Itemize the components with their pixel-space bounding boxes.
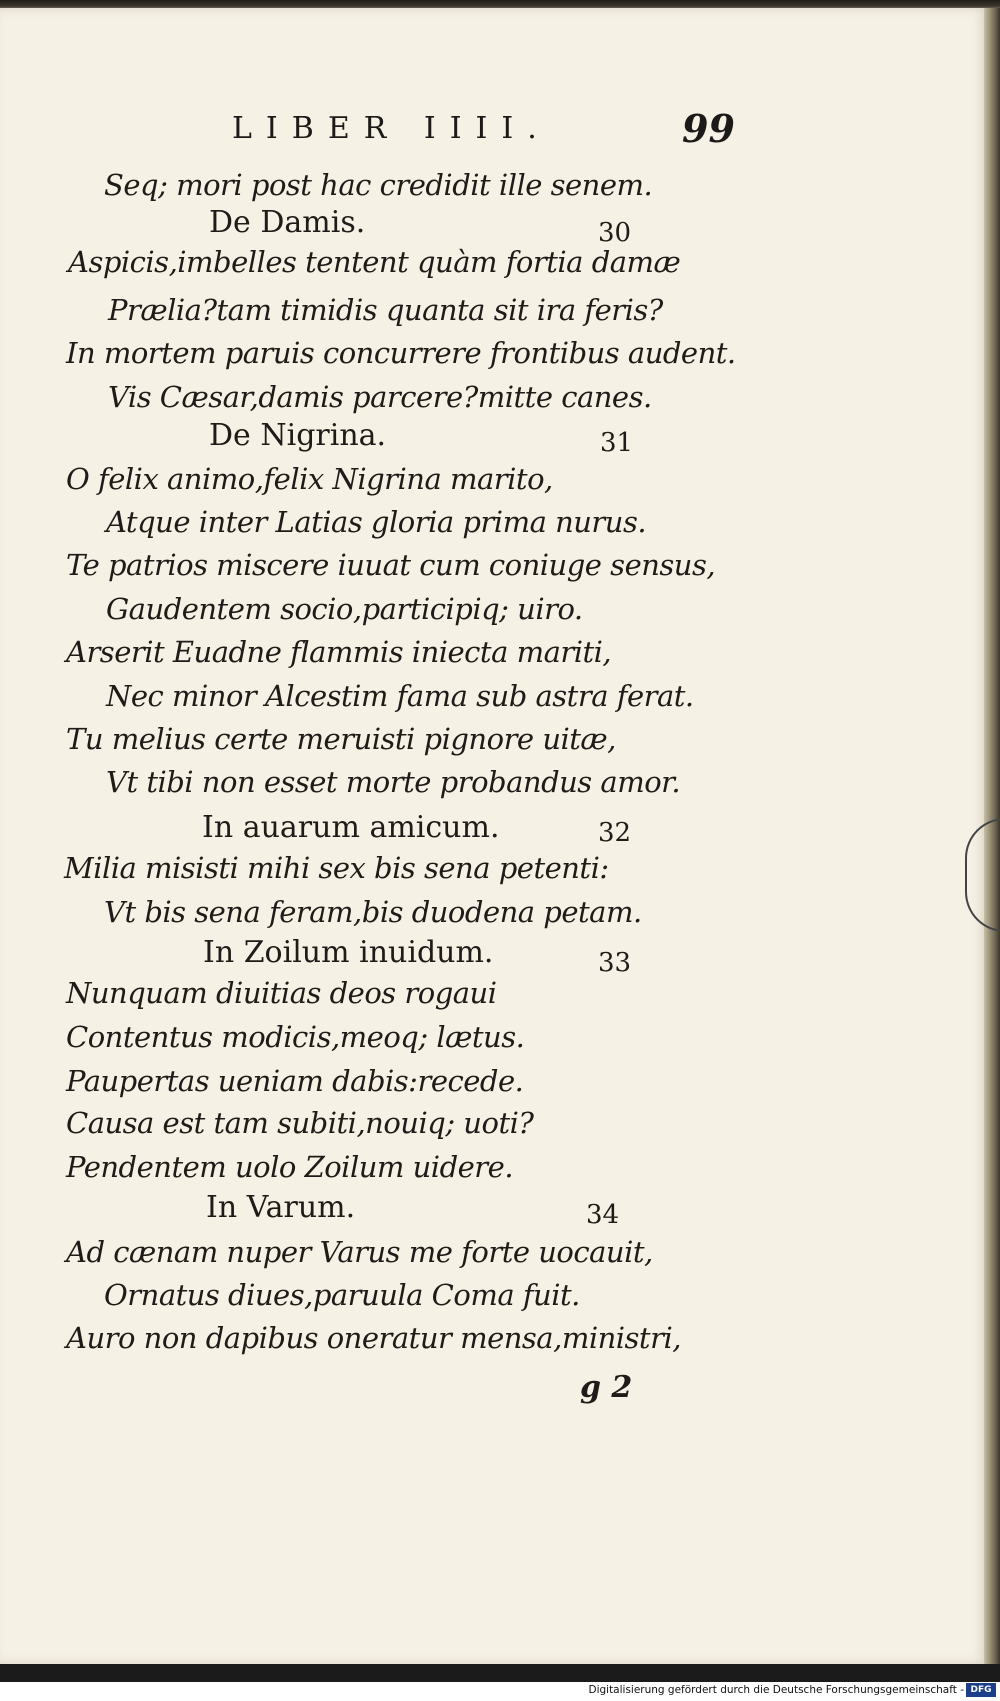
verse-line: O felix animo,felix Nigrina marito,	[66, 462, 553, 496]
epigram-number: 33	[598, 948, 632, 978]
verse-line: Aspicis,imbelles tentent quàm fortia damæ	[68, 245, 681, 279]
verse-line: Ad cænam nuper Varus me forte uocauit,	[66, 1235, 653, 1269]
verse-line: In mortem paruis concurrere frontibus audent.	[66, 336, 736, 370]
signature-mark: g 2	[580, 1370, 633, 1405]
verse-line: Auro non dapibus oneratur mensa,ministri,	[66, 1321, 681, 1355]
verse-line: Vt tibi non esset morte probandus amor.	[106, 765, 681, 799]
epigram-number: 31	[600, 428, 634, 458]
epigram-heading: In Zoilum inuidum.	[203, 935, 494, 970]
page-number: 99	[682, 106, 735, 151]
verse-line: Causa est tam subiti,nouiq; uoti?	[66, 1106, 534, 1140]
verse-line: Ornatus diues,paruula Coma fuit.	[104, 1278, 580, 1312]
epigram-heading: De Nigrina.	[209, 418, 387, 453]
verse-line: Gaudentem socio,participiq; uiro.	[106, 592, 583, 626]
verse-line: Seq; mori post hac credidit ille senem.	[104, 168, 653, 202]
epigram-number: 34	[586, 1200, 620, 1230]
verse-line: Prælia?tam timidis quanta sit ira feris?	[108, 293, 663, 327]
verse-line: Atque inter Latias gloria prima nurus.	[106, 505, 647, 539]
verse-line: Tu melius certe meruisti pignore uitæ,	[66, 722, 616, 756]
footer-bar	[0, 1664, 1000, 1682]
verse-line: Te patrios miscere iuuat cum coniuge sensus,	[66, 548, 716, 582]
verse-line: Vis Cæsar,damis parcere?mitte canes.	[108, 380, 652, 414]
epigram-heading: In Varum.	[206, 1190, 356, 1225]
footer-band	[0, 1664, 1000, 1701]
verse-line: Vt bis sena feram,bis duodena petam.	[104, 895, 642, 929]
verse-line: Pendentem uolo Zoilum uidere.	[66, 1150, 514, 1184]
verse-line: Nec minor Alcestim fama sub astra ferat.	[106, 679, 694, 713]
verse-line: Nunquam diuitias deos rogaui	[66, 976, 497, 1010]
verse-line: Contentus modicis,meoq; lætus.	[66, 1020, 525, 1054]
verse-line: Arserit Euadne flammis iniecta mariti,	[66, 635, 612, 669]
running-head: LIBER IIII.	[232, 111, 551, 146]
verse-line: Milia misisti mihi sex bis sena petenti:	[64, 851, 609, 885]
dfg-logo: DFG	[966, 1683, 996, 1697]
epigram-heading: In auarum amicum.	[202, 810, 500, 845]
verse-line: Paupertas ueniam dabis:recede.	[66, 1064, 524, 1098]
digitization-credit: Digitalisierung gefördert durch die Deutsche Forschungsgemeinschaft -	[588, 1684, 964, 1696]
epigram-heading: De Damis.	[209, 205, 366, 240]
epigram-number: 32	[598, 818, 632, 848]
epigram-number: 30	[598, 218, 632, 248]
